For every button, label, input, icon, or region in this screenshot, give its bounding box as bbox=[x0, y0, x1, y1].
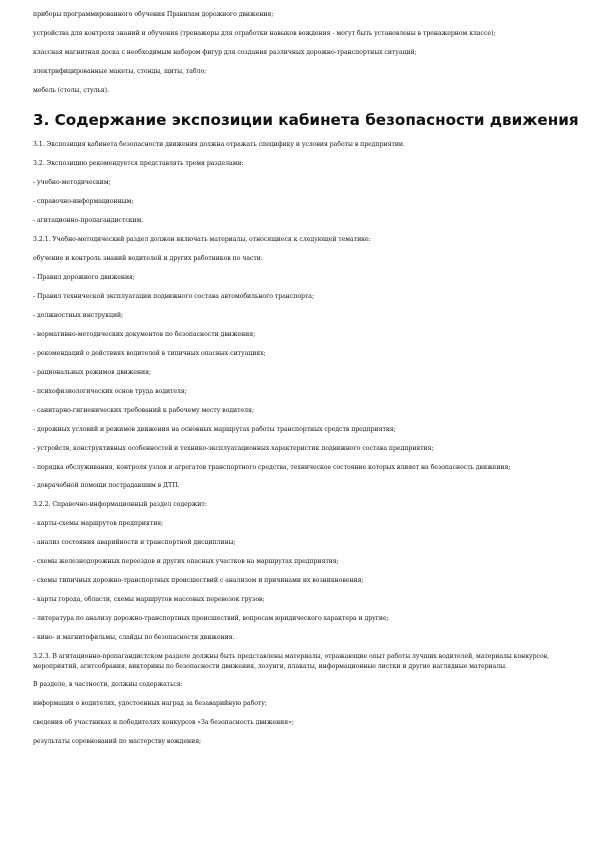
list-item: - Правил технической эксплуатации подвижного состава автомобильного транспорта; bbox=[33, 293, 314, 300]
list-item: - справочно-информационным; bbox=[33, 198, 134, 205]
list-item: - Правил дорожного движения; bbox=[33, 274, 135, 281]
paragraph: 3.2.1. Учебно-методический раздел должен включать материалы, относящиеся к следующей тематике: bbox=[33, 236, 371, 243]
list-item: - доврачебной помощи пострадавшим в ДТП. bbox=[33, 482, 180, 489]
list-item: - нормативно-методических документов по безопасности движения; bbox=[33, 331, 256, 338]
list-item: - психофизиологических основ труда водителя; bbox=[33, 388, 187, 395]
intro-item: электрифицированные макеты, стенды, щиты, табло; bbox=[33, 68, 207, 75]
intro-item: приборы программированного обучения Правилам дорожного движения; bbox=[33, 11, 274, 18]
list-item: - порядка обслуживания, контроля узлов и агрегатов транспортного средства, техническое состояние которых влияет на безопасность движения; bbox=[33, 464, 511, 471]
list-item: - рациональных режимов движения; bbox=[33, 369, 151, 376]
list-item: - санитарно-гигиенических требований к рабочему месту водителя; bbox=[33, 407, 254, 414]
intro-item: устройства для контроля знаний и обучения (тренажеры для отработки навыков вождения - могут быть установлены в тренажерном классе); bbox=[33, 30, 496, 37]
list-item: - литература по анализу дорожно-транспортных происшествий, вопросам юридического характера и другие; bbox=[33, 615, 389, 622]
paragraph: 3.2.3. В агитационно-пропагандистском разделе должны быть представлены материалы, отражающие опыт работы лучших водителей, материалы конкурсов, мероприятий, агитсобрания, викторины по безопасности движения, лозунги, плакаты, информационные листки и другие наглядные материалы. bbox=[33, 653, 549, 670]
list-item: - дорожных условий и режимов движения на основных маршрутах работы транспортных средств предприятия; bbox=[33, 426, 396, 433]
list-item: - карты-схемы маршрутов предприятия; bbox=[33, 520, 164, 527]
list-item: - рекомендаций о действиях водителей в типичных опасных ситуациях; bbox=[33, 350, 266, 357]
list-item: - анализ состояния аварийности и транспортной дисциплины; bbox=[33, 539, 236, 546]
paragraph: 3.1. Экспозиция кабинета безопасности движения должна отражать специфику и условия работы в предприятии. bbox=[33, 141, 405, 148]
paragraph: сведения об участниках и победителях конкурсов «За безопасность движения»; bbox=[33, 719, 294, 726]
list-item: - должностных инструкций; bbox=[33, 312, 124, 319]
paragraph: информация о водителях, удостоенных наград за безаварийную работу; bbox=[33, 700, 267, 707]
list-item: - схемы железнодорожных переездов и других опасных участков на маршрутах предприятия; bbox=[33, 558, 339, 565]
list-item: - карты города, области, схемы маршрутов массовых перевозок грузов; bbox=[33, 596, 265, 603]
list-item: - схемы типичных дорожно-транспортных происшествий с анализом и причинами их возникновения; bbox=[33, 577, 364, 584]
paragraph: 3.2. Экспозицию рекомендуется представлять тремя разделами: bbox=[33, 160, 244, 167]
paragraph: 3.2.2. Справочно-информационный раздел содержит: bbox=[33, 501, 207, 508]
list-item: - устройств, конструктивных особенностей и технико-эксплуатационных характеристик подвижного состава предприятия; bbox=[33, 445, 434, 452]
paragraph: результаты соревнований по мастерству вождения; bbox=[33, 738, 202, 745]
intro-item: классная магнитная доска с необходимым набором фигур для создания различных дорожно-транспортных ситуаций; bbox=[33, 49, 417, 56]
section-heading: 3. Содержание экспозиции кабинета безопасности движения bbox=[33, 111, 579, 129]
paragraph: В разделе, в частности, должны содержаться: bbox=[33, 681, 183, 688]
paragraph: обучение и контроль знаний водителей и других работников по части: bbox=[33, 255, 263, 262]
list-item: - учебно-методическим; bbox=[33, 179, 111, 186]
intro-item: мебель (столы, стулья). bbox=[33, 87, 109, 94]
list-item: - кино- и магнитофильмы, слайды по безопасности движения. bbox=[33, 634, 235, 641]
list-item: - агитационно-пропагандистским. bbox=[33, 217, 144, 224]
